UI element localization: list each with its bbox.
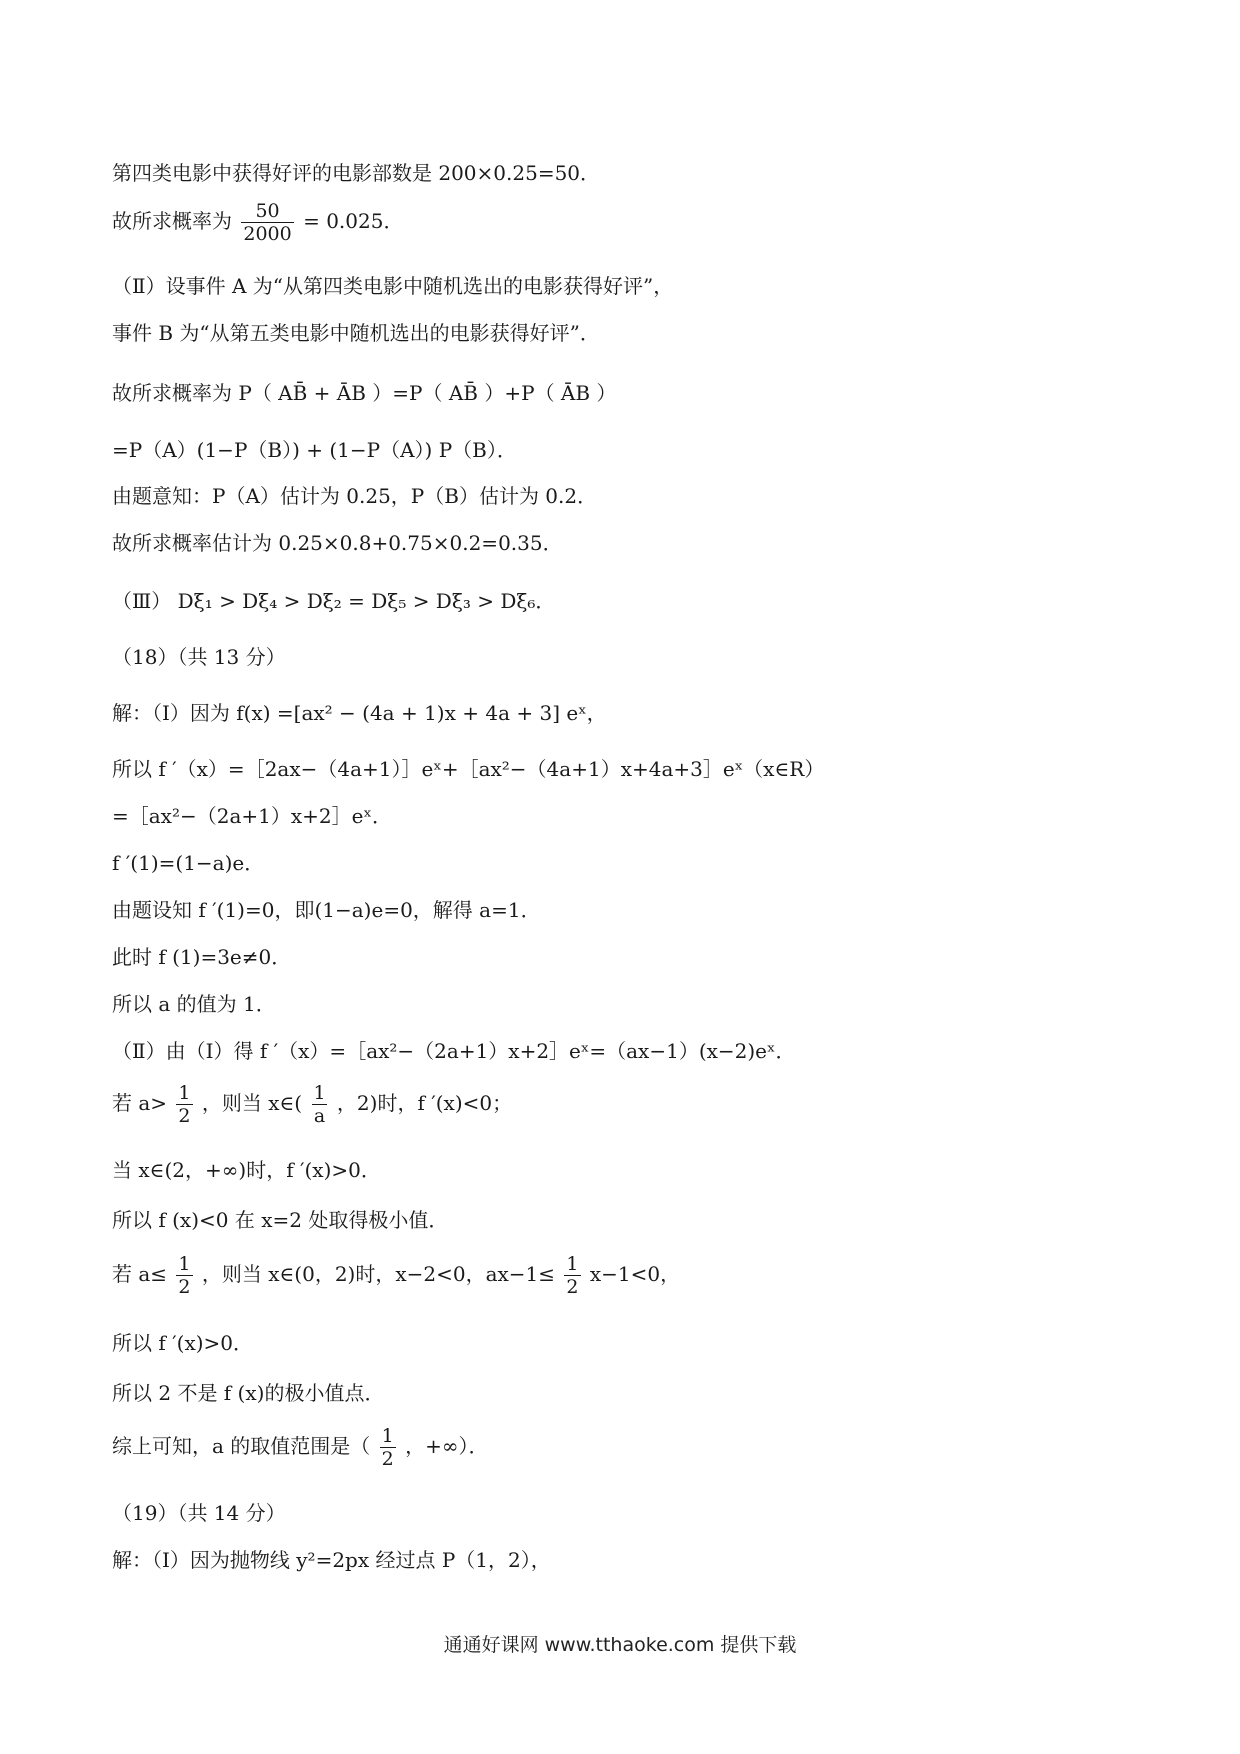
text: ，+∞）． bbox=[405, 1434, 489, 1458]
text-line: 所以 f ′(x)>0． bbox=[112, 1331, 254, 1355]
denominator: 2 bbox=[566, 1276, 579, 1298]
text-line-fraction bbox=[112, 200, 403, 245]
text-line: 事件 B 为“从第五类电影中随机选出的电影获得好评”． bbox=[112, 321, 600, 345]
text-line-fraction bbox=[112, 1425, 489, 1470]
denominator: a bbox=[313, 1105, 326, 1127]
fraction bbox=[241, 200, 293, 245]
text-line: （Ⅱ）由（Ⅰ）得 f ′（x）=［ax²−（2a+1）x+2］eˣ=（ax−1）(x−2)eˣ． bbox=[112, 1039, 796, 1063]
numerator: 1 bbox=[566, 1253, 579, 1275]
text-line-fraction bbox=[112, 1082, 512, 1127]
text-line: 所以 a 的值为 1． bbox=[112, 992, 276, 1016]
numerator: 1 bbox=[313, 1082, 326, 1104]
numerator: 1 bbox=[178, 1253, 191, 1275]
fraction bbox=[311, 1082, 327, 1127]
text: ，则当 x∈(0，2)时，x−2<0，ax−1≤ bbox=[201, 1262, 556, 1286]
text-line: 所以 f (x)<0 在 x=2 处取得极小值． bbox=[112, 1208, 449, 1232]
text-line: 所以 f ′（x）=［2ax−（4a+1）］eˣ+［ax²−（4a+1）x+4a+3］eˣ（x∈R） bbox=[112, 757, 825, 781]
text-line: 当 x∈(2，+∞)时，f ′(x)>0． bbox=[112, 1158, 381, 1182]
text: = 0.025． bbox=[303, 209, 404, 233]
text-line-fraction bbox=[112, 1253, 680, 1298]
text: 若 a> bbox=[112, 1091, 168, 1115]
text-line: 解：（Ⅰ）因为 f(x) =[ax² − (4a + 1)x + 4a + 3] eˣ， bbox=[112, 701, 607, 725]
denominator: 2 bbox=[381, 1448, 394, 1470]
text-line: 所以 2 不是 f (x)的极小值点． bbox=[112, 1381, 385, 1405]
numerator: 1 bbox=[178, 1082, 191, 1104]
text-line: f ′(1)=(1−a)e． bbox=[112, 851, 265, 875]
denominator: 2 bbox=[178, 1276, 191, 1298]
numerator: 50 bbox=[255, 200, 280, 222]
section-heading: （18）（共 13 分） bbox=[112, 645, 286, 669]
text-line: （Ⅱ）设事件 A 为“从第四类电影中随机选出的电影获得好评”， bbox=[112, 274, 674, 298]
text: 综上可知，a 的取值范围是（ bbox=[112, 1434, 371, 1458]
text: x−1<0， bbox=[589, 1262, 681, 1286]
denominator: 2 bbox=[178, 1105, 191, 1127]
fraction bbox=[176, 1253, 192, 1298]
text-line: =P（A）(1−P（B）) + (1−P（A）) P（B）． bbox=[112, 438, 517, 462]
text-line: 故所求概率为 P（ AB̄ + ĀB ）=P（ AB̄ ）+P（ ĀB ） bbox=[112, 381, 617, 405]
text-line: 由题意知：P（A）估计为 0.25，P（B）估计为 0.2． bbox=[112, 484, 598, 508]
text-line: =［ax²−（2a+1）x+2］eˣ． bbox=[112, 804, 392, 828]
text-line: （Ⅲ） Dξ₁ > Dξ₄ > Dξ₂ = Dξ₅ > Dξ₃ > Dξ₆． bbox=[112, 589, 556, 613]
text: ，2)时，f ′(x)<0； bbox=[336, 1091, 513, 1115]
page-footer: 通通好课网 www.tthaoke.com 提供下载 bbox=[443, 1634, 797, 1656]
text-line: 此时 f (1)=3e≠0． bbox=[112, 945, 292, 969]
text-line: 故所求概率估计为 0.25×0.8+0.75×0.2=0.35． bbox=[112, 531, 563, 555]
fraction bbox=[564, 1253, 580, 1298]
text: 若 a≤ bbox=[112, 1262, 168, 1286]
text: ，则当 x∈( bbox=[201, 1091, 303, 1115]
text-line: 由题设知 f ′(1)=0，即(1−a)e=0，解得 a=1． bbox=[112, 898, 541, 922]
text-line: 解：（Ⅰ）因为抛物线 y²=2px 经过点 P（1，2）， bbox=[112, 1548, 551, 1572]
section-heading: （19）（共 14 分） bbox=[112, 1501, 286, 1525]
text: 故所求概率为 bbox=[112, 209, 232, 233]
numerator: 1 bbox=[381, 1425, 394, 1447]
denominator: 2000 bbox=[243, 223, 292, 245]
text-line: 第四类电影中获得好评的电影部数是 200×0.25=50． bbox=[112, 161, 601, 185]
fraction bbox=[380, 1425, 396, 1470]
fraction bbox=[176, 1082, 192, 1127]
